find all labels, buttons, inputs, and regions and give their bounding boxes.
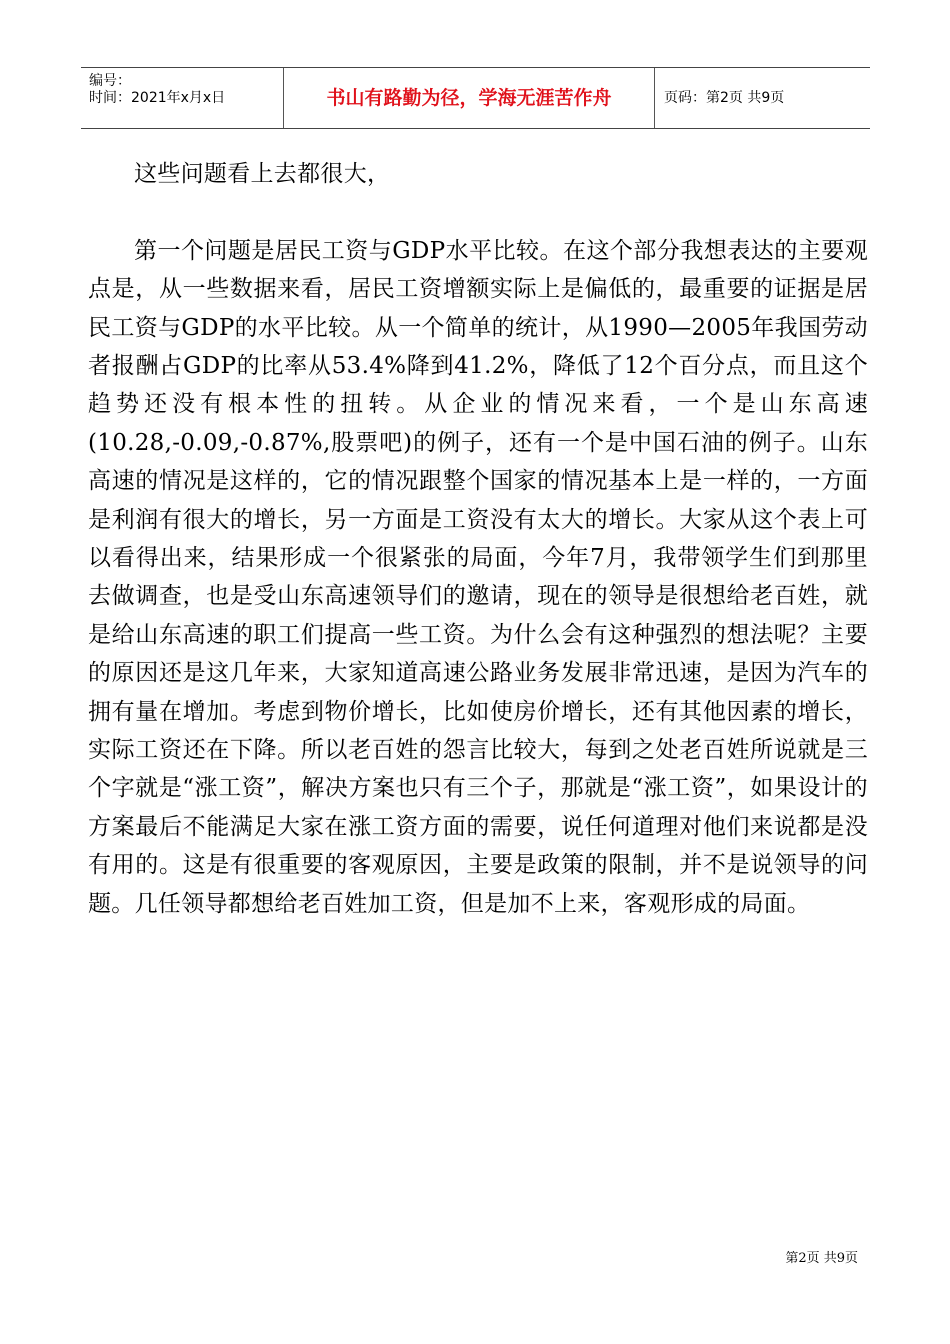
document-header (81, 67, 870, 129)
footer-page-info: 第2页 共9页 (785, 1251, 858, 1266)
header-motto: 书山有路勤为径，学海无涯苦作舟 (326, 87, 612, 109)
body-paragraph: 这些问题看上去都很大， (134, 161, 391, 187)
header-meta (89, 73, 225, 107)
body-paragraph: 第一个问题是居民工资与GDP水平比较。在这个部分我想表达的主要观点是，从一些数据来看，居民工资增额实际上是偏低的，最重要的证据是居民工资与GDP的水平比较。从一个简单的统计，从1990—2005年我国劳动者报酬占GDP的比率从53.4%降到41.2%，降低了12个百分点，而且这个趋势还没有根本性的扭转。从企业的情况来看，一个是山东高速(10.28,-0.09,-0.87%,股票吧)的例子，还有一个是中国石油的例子。山东高速的情况是这样的，它的情况跟整个国家的情况基本上是一样的，一方面是利润有很大的增长，另一方面是工资没有太大的增长。大家从这个表上可以看得出来，结果形成一个很紧张的局面，今年7月，我带领学生们到那里去做调查，也是受山东高速领导们的邀请，现在的领导是很想给老百姓，就是给山东高速的职工们提高一些工资。为什么会有这种强烈的想法呢？主要的原因还是这几年来，大家知道高速公路业务发展非常迅速，是因为汽车的拥有量在增加。考虑到物价增长，比如使房价增长，还有其他因素的增长，实际工资还在下降。所以老百姓的怨言比较大，每到之处老百姓所说就是三个字就是“涨工资”，解决方案也只有三个子，那就是“涨工资”，如果设计的方案最后不能满足大家在涨工资方面的需要，说任何道理对他们来说都是没有用的。这是有很重要的客观原因，主要是政策的限制，并不是说领导的问题。几任领导都想给老百姓加工资，但是加不上来，客观形成的局面。 (88, 237, 868, 917)
document-time-label: 时间：2021年x月x日 (89, 90, 226, 106)
document-body (88, 155, 868, 923)
document-number-label: 编号： (89, 73, 131, 89)
header-page-info: 页码：第2页 共9页 (664, 90, 785, 106)
header-divider (654, 68, 655, 128)
